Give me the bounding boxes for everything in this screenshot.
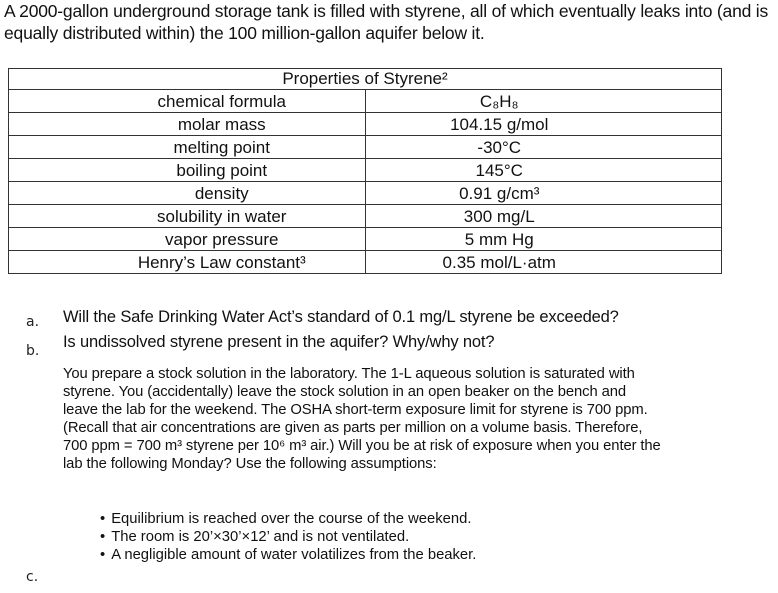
question-c-text: You prepare a stock solution in the laboratory. The 1-L aqueous solution is saturated with styrene. You (accidentally) leave the stock solution in an open beaker on the bench and leave the lab for the weekend. The OSHA short-term exposure limit for styrene is 700 ppm. (Recall that air concentrations are given as parts per million on a volume basis. Therefore, 700 ppm = 700 m³ styrene per 10⁶ m³ air.) Will you be at risk of exposure when you enter the lab the following Monday? Use the following assumptions: <box>63 366 661 472</box>
table-row <box>9 90 722 113</box>
property-name: melting point <box>9 136 366 159</box>
property-value: 5 mm Hg <box>365 228 722 251</box>
property-name: chemical formula <box>9 90 366 113</box>
table-row <box>9 113 722 136</box>
property-name: boiling point <box>9 159 366 182</box>
question-b-text: Is undissolved styrene present in the aquifer? Why/why not? <box>63 333 495 351</box>
property-value: -30°C <box>365 136 722 159</box>
property-value: 104.15 g/mol <box>365 113 722 136</box>
table-row <box>9 205 722 228</box>
property-name: molar mass <box>9 113 366 136</box>
property-name: density <box>9 182 366 205</box>
list-item: • A negligible amount of water volatilizes from the beaker. <box>100 546 476 564</box>
table-row <box>9 159 722 182</box>
table-row <box>9 228 722 251</box>
problem-intro: A 2000-gallon underground storage tank is filled with styrene, all of which eventually leaks into (and is equally distributed within) the 100 million-gallon aquifer below it. <box>4 1 769 43</box>
question-a-letter: a. <box>26 314 40 330</box>
assumptions-list <box>100 510 476 564</box>
table-row <box>9 251 722 274</box>
question-c-letter: c. <box>26 569 39 585</box>
question-a-text: Will the Safe Drinking Water Act’s standard of 0.1 mg/L styrene be exceeded? <box>63 308 619 326</box>
property-value: 145°C <box>365 159 722 182</box>
property-value: 0.35 mol/L·atm <box>365 251 722 274</box>
property-value: 0.91 g/cm³ <box>365 182 722 205</box>
property-name: Henry’s Law constant³ <box>9 251 366 274</box>
table-row <box>9 182 722 205</box>
list-item: • The room is 20’×30’×12’ and is not ventilated. <box>100 528 476 546</box>
table-row <box>9 136 722 159</box>
question-b-letter: b. <box>26 343 40 359</box>
table-title: Properties of Styrene² <box>9 69 722 90</box>
property-name: solubility in water <box>9 205 366 228</box>
property-value: C₈H₈ <box>365 90 722 113</box>
property-name: vapor pressure <box>9 228 366 251</box>
properties-table <box>8 68 722 274</box>
list-item: • Equilibrium is reached over the course of the weekend. <box>100 510 476 528</box>
property-value: 300 mg/L <box>365 205 722 228</box>
